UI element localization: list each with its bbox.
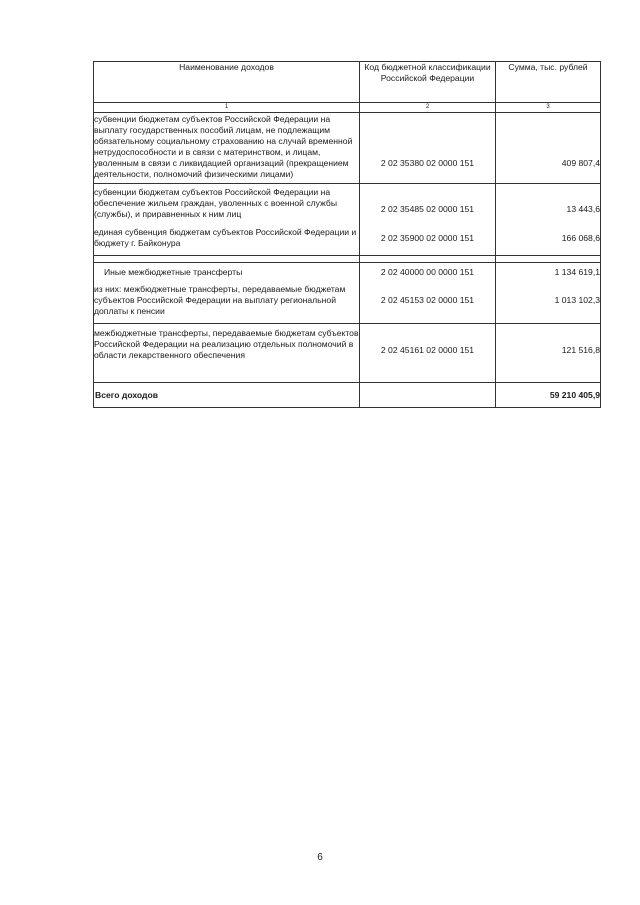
budget-code: 2 02 35380 02 0000 151 (360, 113, 496, 184)
table-spacer-row (94, 256, 601, 263)
budget-code: 2 02 45153 02 0000 151 (360, 284, 496, 324)
page-number: 6 (317, 852, 323, 863)
total-label: Всего доходов (94, 383, 360, 408)
budget-code: 2 02 40000 00 0000 151 (360, 263, 496, 285)
amount: 409 807,4 (496, 113, 601, 184)
column-number: 1 (94, 103, 360, 113)
column-number: 2 (360, 103, 496, 113)
revenue-name: межбюджетные трансферты, передаваемые бюджетам субъектов Российской Федерации на реализацию отдельных полномочий в области лекарственного обеспечения (94, 324, 360, 383)
column-number: 3 (496, 103, 601, 113)
amount: 13 443,6 (496, 184, 601, 221)
budget-code: 2 02 35485 02 0000 151 (360, 184, 496, 221)
revenue-name: субвенции бюджетам субъектов Российской Федерации на выплату государственных пособий лицам, не подлежащим обязательному социальному страхованию на случай временной нетрудоспособности и в связи с материнством, и лицам, уволенным в связи с ликвидацией организаций (прекращением деятельности, полномочий физическими лицами) (94, 113, 360, 184)
budget-code: 2 02 35900 02 0000 151 (360, 220, 496, 256)
header-budget-code: Код бюджетной классификации Российской Федерации (360, 62, 496, 103)
revenue-table (93, 61, 601, 408)
total-amount: 59 210 405,9 (496, 383, 601, 408)
table-row (94, 184, 601, 221)
table-row (94, 263, 601, 285)
table-row (94, 324, 601, 383)
column-number-row (94, 103, 601, 113)
table-row (94, 220, 601, 256)
header-amount: Сумма, тыс. рублей (496, 62, 601, 103)
amount: 121 516,8 (496, 324, 601, 383)
amount: 1 134 619,1 (496, 263, 601, 285)
amount: 166 068,6 (496, 220, 601, 256)
budget-code: 2 02 45161 02 0000 151 (360, 324, 496, 383)
revenue-name: единая субвенция бюджетам субъектов Российской Федерации и бюджету г. Байконура (94, 220, 360, 256)
total-row (94, 383, 601, 408)
revenue-name: Иные межбюджетные трансферты (94, 263, 360, 285)
table-header-row (94, 62, 601, 103)
revenue-name: из них: межбюджетные трансферты, передаваемые бюджетам субъектов Российской Федерации на выплату региональной доплаты к пенсии (94, 284, 360, 324)
table-row (94, 284, 601, 324)
revenue-name: субвенции бюджетам субъектов Российской Федерации на обеспечение жильем граждан, уволенных с военной службы (службы), и приравненных к ним лиц (94, 184, 360, 221)
total-code (360, 383, 496, 408)
header-revenue-name: Наименование доходов (94, 62, 360, 103)
amount: 1 013 102,3 (496, 284, 601, 324)
table-row (94, 113, 601, 184)
